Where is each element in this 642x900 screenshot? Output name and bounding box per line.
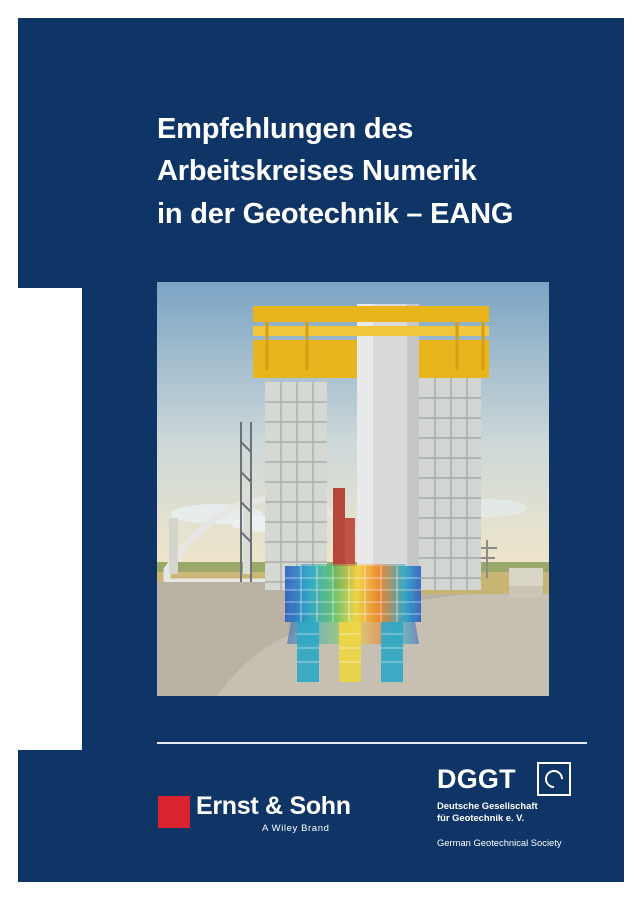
society-mark-icon (537, 762, 571, 796)
society-mark-inner-icon (541, 766, 566, 791)
society-acronym: DGGT (437, 764, 516, 794)
left-white-notch (0, 288, 82, 750)
society-logo (437, 764, 587, 848)
title-line-3: in der Geotechnik – EANG (157, 197, 514, 230)
title-line-1: Empfehlungen des (157, 113, 414, 145)
society-line-2: für Geotechnik e. V. (437, 812, 525, 823)
cover-photograph (157, 282, 549, 696)
construction-photo-illustration (157, 282, 549, 696)
divider-rule (157, 742, 587, 744)
publisher-name: Ernst & Sohn (196, 792, 351, 820)
page-title (157, 108, 587, 235)
publisher-mark-icon (158, 796, 190, 828)
publisher-logo (158, 792, 351, 848)
society-line-3: German Geotechnical Society (437, 837, 562, 848)
title-line-2: Arbeitskreises Numerik (157, 155, 477, 188)
publisher-tagline: A Wiley Brand (262, 823, 330, 834)
society-line-1: Deutsche Gesellschaft (437, 800, 538, 811)
